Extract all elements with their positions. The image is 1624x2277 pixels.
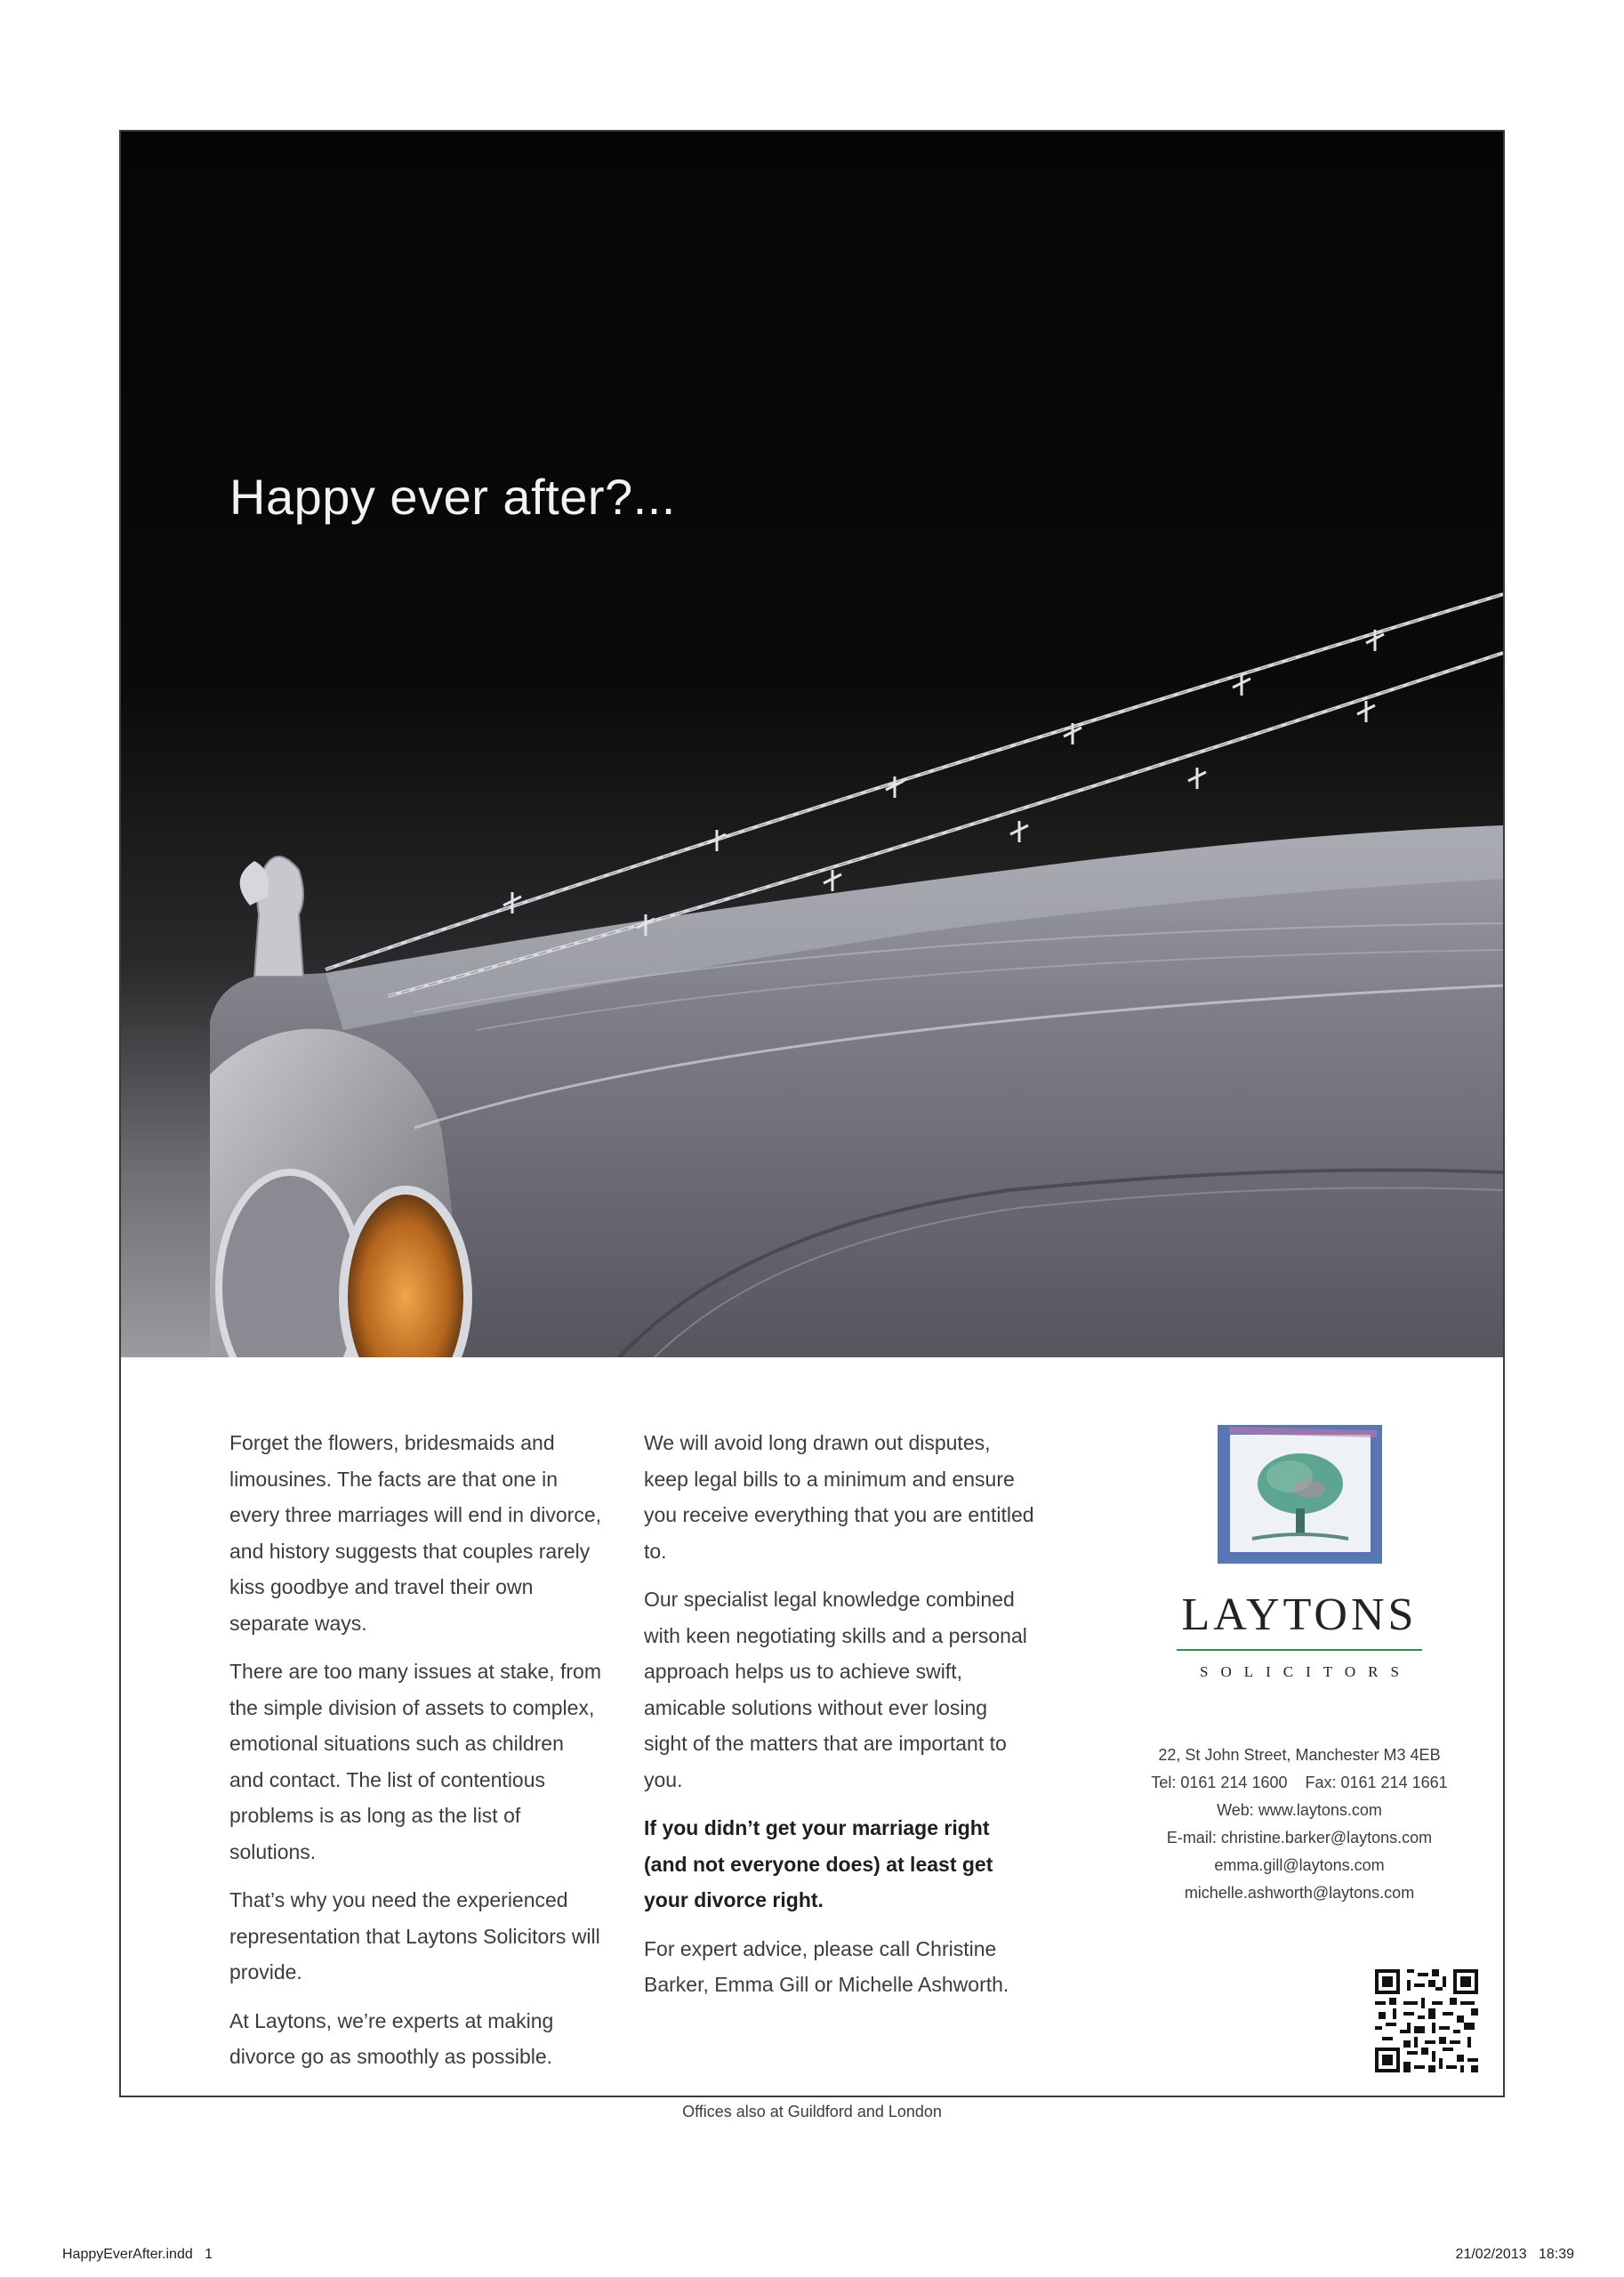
offices-note: Offices also at Guildford and London: [682, 2103, 942, 2120]
laytons-logo-block: [1099, 1425, 1499, 1907]
hero-image: [121, 132, 1503, 1357]
car-bonnet-illustration: [121, 132, 1503, 1357]
advert-frame: [119, 130, 1505, 2097]
brand-divider: [1177, 1649, 1422, 1651]
paragraph: That’s why you need the experienced representation that Laytons Solicitors will provide.: [229, 1888, 600, 1983]
tagline: If you didn’t get your marriage right (and not everyone does) at least get your divorce right.: [644, 1816, 993, 1911]
email: michelle.ashworth@laytons.com: [1184, 1884, 1415, 1902]
paragraph: Our specialist legal knowledge combined with keen negotiating skills and a personal approach helps us to achieve swift, amicable solutions without ever losing sight of the matters that are important to you.: [644, 1588, 1027, 1791]
paragraph: Forget the flowers, bridesmaids and limousines. The facts are that one in every three marriages will end in divorce, and history suggests that couples rarely kiss goodbye and travel their own separate ways.: [229, 1431, 602, 1635]
date-slug: 21/02/2013 18:39: [1455, 2247, 1574, 2262]
body-column-1: [229, 1425, 603, 2088]
paragraph: There are too many issues at stake, from the simple division of assets to complex, emotional situations such as children and contact. The list of contentious problems is as long as the list of solutions.: [229, 1660, 602, 1863]
body-column-2: [644, 1425, 1035, 2016]
paragraph: We will avoid long drawn out disputes, keep legal bills to a minimum and ensure you receive everything that you are entitled to.: [644, 1431, 1034, 1563]
phone-fax: Tel: 0161 214 1600 Fax: 0161 214 1661: [1151, 1774, 1448, 1791]
website: Web: www.laytons.com: [1217, 1801, 1382, 1819]
address: 22, St John Street, Manchester M3 4EB: [1158, 1746, 1441, 1764]
brand-name: LAYTONS: [1181, 1589, 1418, 1640]
headline: Happy ever after?...: [229, 469, 676, 525]
paragraph: For expert advice, please call Christine Barker, Emma Gill or Michelle Ashworth.: [644, 1936, 1009, 1996]
email: emma.gill@laytons.com: [1214, 1856, 1385, 1874]
file-slug: HappyEverAfter.indd 1: [62, 2247, 213, 2262]
tree-logo-icon: [1217, 1425, 1382, 1564]
email: E-mail: christine.barker@laytons.com: [1166, 1829, 1433, 1847]
brand-subtitle: SOLICITORS: [1200, 1663, 1411, 1680]
contact-details: [1099, 1742, 1499, 1907]
qr-code: [1375, 1969, 1478, 2072]
paragraph: At Laytons, we’re experts at making divorce go as smoothly as possible.: [229, 2008, 554, 2068]
